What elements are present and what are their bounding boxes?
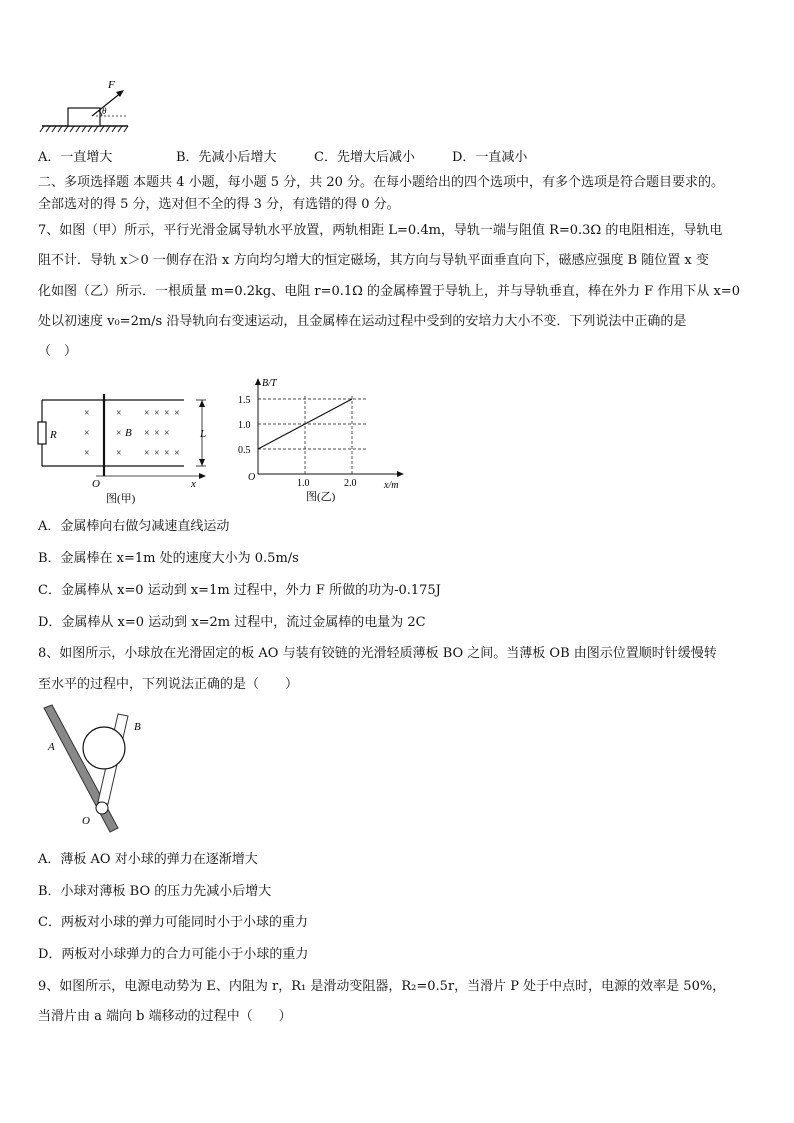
graph-x-tick-label: 2.0 xyxy=(344,478,357,489)
svg-text:×: × xyxy=(174,448,180,459)
graph-origin: O xyxy=(248,472,256,483)
svg-text:×: × xyxy=(116,408,122,419)
label-b: B xyxy=(134,721,141,733)
q7-option-d: D．金属棒从 x=0 运动到 x=2m 过程中，流过金属棒的电量为 2C xyxy=(38,615,426,630)
svg-text:×: × xyxy=(144,428,150,439)
x-axis-label: x xyxy=(191,478,196,490)
q7-bracket: （ ） xyxy=(38,344,78,359)
svg-text:×: × xyxy=(164,448,170,459)
q8-option-a: A．薄板 AO 对小球的弹力在逐渐增大 xyxy=(38,852,258,867)
svg-text:×: × xyxy=(154,408,160,419)
q9-line1: 9、如图所示，电源电动势为 E、内阻为 r，R₁ 是滑动变阻器，R₂=0.5r，当滑片 P 处于中点时，电源的效率是 50%， xyxy=(38,979,726,994)
graph-x-title: x/m xyxy=(384,480,399,491)
q8-line1: 8、如图所示，小球放在光滑固定的板 AO 与装有铰链的光滑轻质薄板 BO 之间。当薄板 OB 由图示位置顺时针缓慢转 xyxy=(38,646,717,661)
q8-line2: 至水平的过程中，下列说法正确的是（ ） xyxy=(38,677,299,692)
q7-line3: 化如图（乙）所示．一根质量 m=0.2kg、电阻 r=0.1Ω 的金属棒置于导轨上，并与导轨垂直，棒在外力 F 作用下从 x=0 xyxy=(38,284,740,299)
resistor-symbol xyxy=(38,422,46,444)
q6-option-a: A．一直增大 xyxy=(38,150,113,165)
svg-text:×: × xyxy=(116,448,122,459)
force-label: F xyxy=(108,79,115,91)
q8-option-d: D．两板对小球弹力的合力可能小于小球的重力 xyxy=(38,947,309,962)
ball xyxy=(83,727,125,769)
q6-option-d: D．一直减小 xyxy=(452,150,528,165)
figure-yi-caption: 图(乙) xyxy=(306,491,336,503)
q7-option-a: A．金属棒向右做匀减速直线运动 xyxy=(38,519,230,534)
svg-text:×: × xyxy=(144,408,150,419)
block-force-figure xyxy=(38,78,134,134)
q7-graph-yi xyxy=(232,376,412,504)
svg-text:×: × xyxy=(144,448,150,459)
hinge xyxy=(96,802,108,814)
svg-text:×: × xyxy=(84,408,90,419)
origin-o-label: O xyxy=(92,478,100,490)
q9-line2: 当滑片由 a 端向 b 端移动的过程中（ ） xyxy=(38,1009,292,1024)
graph-y-tick-label: 1.0 xyxy=(238,420,251,431)
graph-x-tick-label: 1.0 xyxy=(297,478,310,489)
q7-line4: 处以初速度 v₀=2m/s 沿导轨向右变速运动，且金属棒在运动过程中受到的安培力大小不变．下列说法中正确的是 xyxy=(38,314,687,329)
angle-label: θ xyxy=(102,106,107,116)
svg-text:×: × xyxy=(154,448,160,459)
graph-y-tick-label: 1.5 xyxy=(238,395,251,406)
label-a: A xyxy=(48,741,55,753)
section2-line1: 二、多项选择题 本题共 4 小题，每小题 5 分，共 20 分。在每小题给出的四个选项中，有多个选项是符合题目要求的。 xyxy=(38,175,725,190)
q8-figure xyxy=(36,700,156,840)
r-label: R xyxy=(50,429,57,441)
graph-y-tick-label: 0.5 xyxy=(238,445,251,456)
b-label: B xyxy=(125,427,132,439)
graph-y-title: B/T xyxy=(262,378,277,389)
label-o: O xyxy=(82,815,90,827)
q6-option-c: C．先增大后减小 xyxy=(314,150,415,165)
svg-text:×: × xyxy=(164,428,170,439)
q7-option-c: C．金属棒从 x=0 运动到 x=1m 过程中，外力 F 所做的功为-0.175J xyxy=(38,583,441,598)
q7-figure-jia xyxy=(36,386,216,506)
q8-option-b: B．小球对薄板 BO 的压力先减小后增大 xyxy=(38,884,272,899)
q7-line1: 7、如图（甲）所示，平行光滑金属导轨水平放置，两轨相距 L=0.4m，导轨一端与阻值 R=0.3Ω 的电阻相连，导轨电 xyxy=(38,223,723,238)
svg-text:×: × xyxy=(164,408,170,419)
q8-option-c: C．两板对小球的弹力可能同时小于小球的重力 xyxy=(38,915,308,930)
svg-text:×: × xyxy=(174,408,180,419)
svg-text:×: × xyxy=(116,428,122,439)
svg-text:×: × xyxy=(154,428,160,439)
section2-line2: 全部选对的得 5 分，选对但不全的得 3 分，有选错的得 0 分。 xyxy=(38,197,400,212)
q6-option-b: B．先减小后增大 xyxy=(176,150,277,165)
svg-text:×: × xyxy=(84,448,90,459)
q7-line2: 阻不计．导轨 x＞0 一侧存在沿 x 方向均匀增大的恒定磁场，其方向与导轨平面垂直向下，磁感应强度 B 随位置 x 变 xyxy=(38,253,709,268)
l-label: L xyxy=(200,428,207,440)
q7-option-b: B．金属棒在 x=1m 处的速度大小为 0.5m/s xyxy=(38,551,299,566)
figure-jia-caption: 图(甲) xyxy=(106,493,136,505)
svg-text:×: × xyxy=(84,428,90,439)
